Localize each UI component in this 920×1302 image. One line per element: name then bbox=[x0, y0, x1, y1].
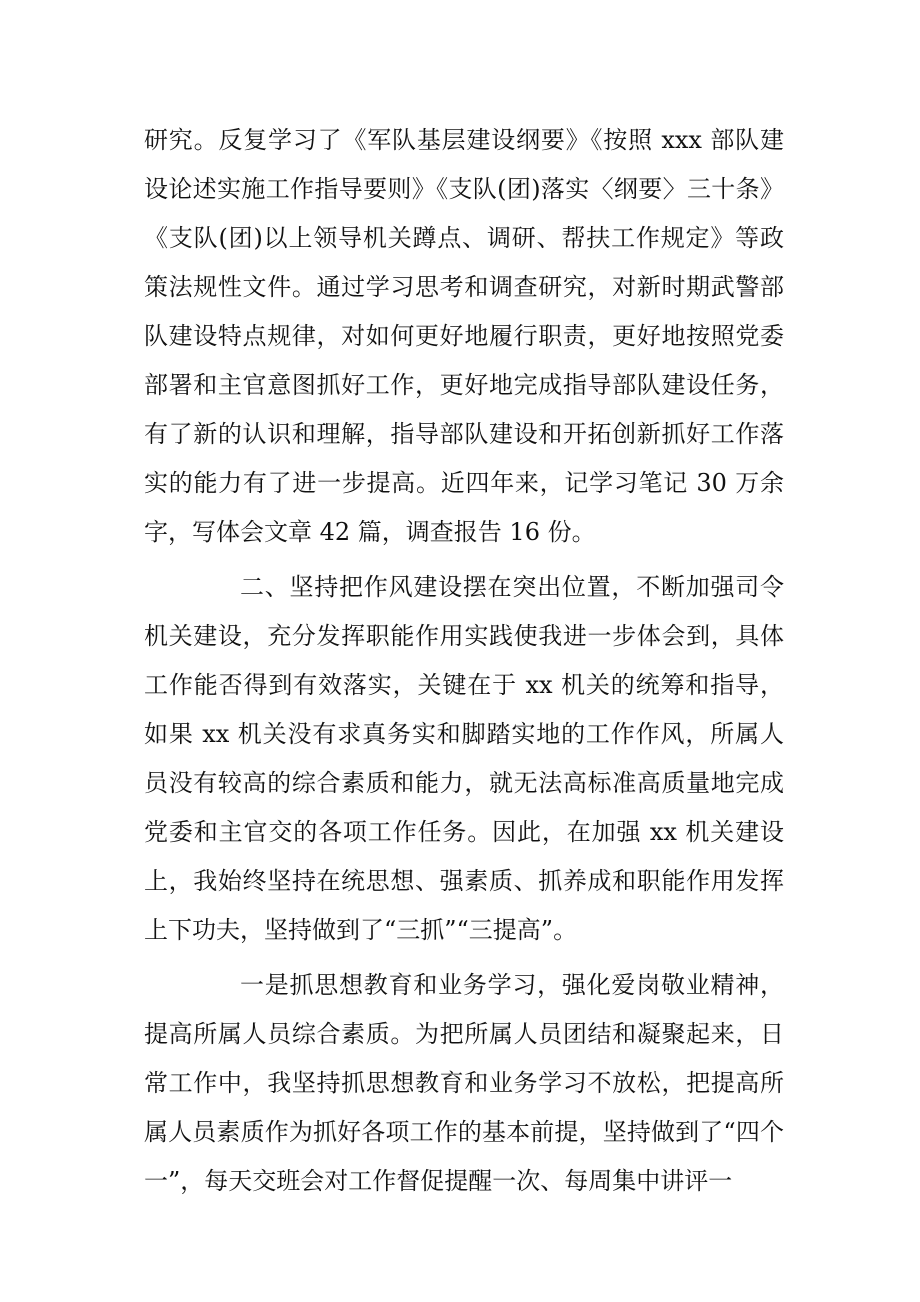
paragraph-continued-study: 研究。反复学习了《军队基层建设纲要》《按照 xxx 部队建设论述实施工作指导要则》《支队(团)落实〈纲要〉三十条》《支队(团)以上领导机关蹲点、调研、帮扶工作规定》等政策法规性文件。通过学习思考和调查研究，对新时期武警部队建设特点规律，对如何更好地履行职责，更好地按照党委部署和主官意图抓好工作，更好地完成指导部队建设任务，有了新的认识和理解，指导部队建设和开拓创新抓好工作落实的能力有了进一步提高。近四年来，记学习笔记 30 万余字，写体会文章 42 篇，调查报告 16 份。 bbox=[144, 126, 784, 546]
document-body bbox=[144, 116, 784, 1206]
paragraph-section-two: 二、坚持把作风建设摆在突出位置，不断加强司令机关建设，充分发挥职能作用实践使我进一步体会到，具体工作能否得到有效落实，关键在于 xx 机关的统筹和指导，如果 xx 机关没有求真务实和脚踏实地的工作作风，所属人员没有较高的综合素质和能力，就无法高标准高质量地完成党委和主官交的各项工作任务。因此，在加强 xx 机关建设上，我始终坚持在统思想、强素质、抓养成和职能作用发挥上下功夫，坚持做到了“三抓”“三提高”。 bbox=[144, 573, 784, 944]
paragraph-point-one: 一是抓思想教育和业务学习，强化爱岗敬业精神，提高所属人员综合素质。为把所属人员团结和凝聚起来，日常工作中，我坚持抓思想教育和业务学习不放松，把提高所属人员素质作为抓好各项工作的基本前提，坚持做到了“四个一”，每天交班会对工作督促提醒一次、每周集中讲评一 bbox=[144, 971, 784, 1195]
